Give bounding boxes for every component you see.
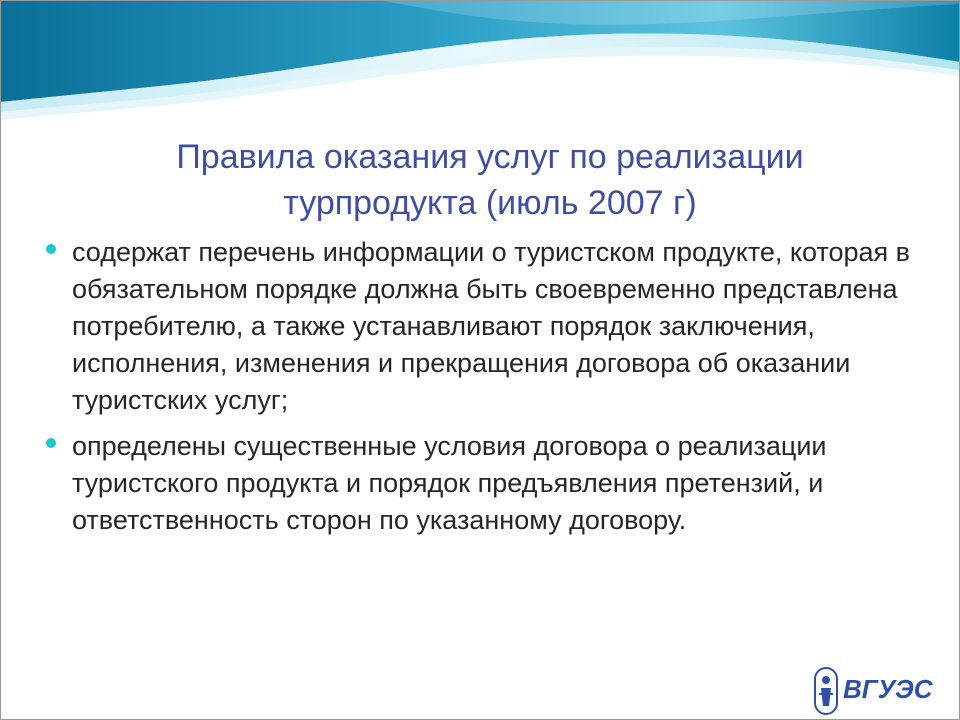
logo-text: ВГУЭС <box>843 674 933 704</box>
bullet-text: определены существенные условия договора о реализации туристского продукта и порядок предъявления претензий, и ответственность сторон по указанному договору. <box>72 431 827 535</box>
bullet-dot-icon <box>46 438 56 448</box>
bullet-dot-icon <box>46 244 56 254</box>
slide-title <box>100 134 880 226</box>
university-emblem-icon <box>813 666 839 716</box>
bullet-text: содержат перечень информации о туристском продукте, которая в обязательном порядке должна быть своевременно представлена потребителю, а также устанавливают порядок заключения, исполнения, изменения и прекращения договора об оказании туристских услуг; <box>72 237 911 415</box>
title-line-2: турпродукта (июль 2007 г) <box>283 184 697 222</box>
list-item <box>46 428 916 539</box>
list-item <box>46 234 916 419</box>
title-line-1: Правила оказания услуг по реализации <box>176 138 804 176</box>
bullet-list <box>46 234 916 548</box>
university-logo <box>813 666 933 716</box>
header-wave-decoration <box>0 0 960 120</box>
